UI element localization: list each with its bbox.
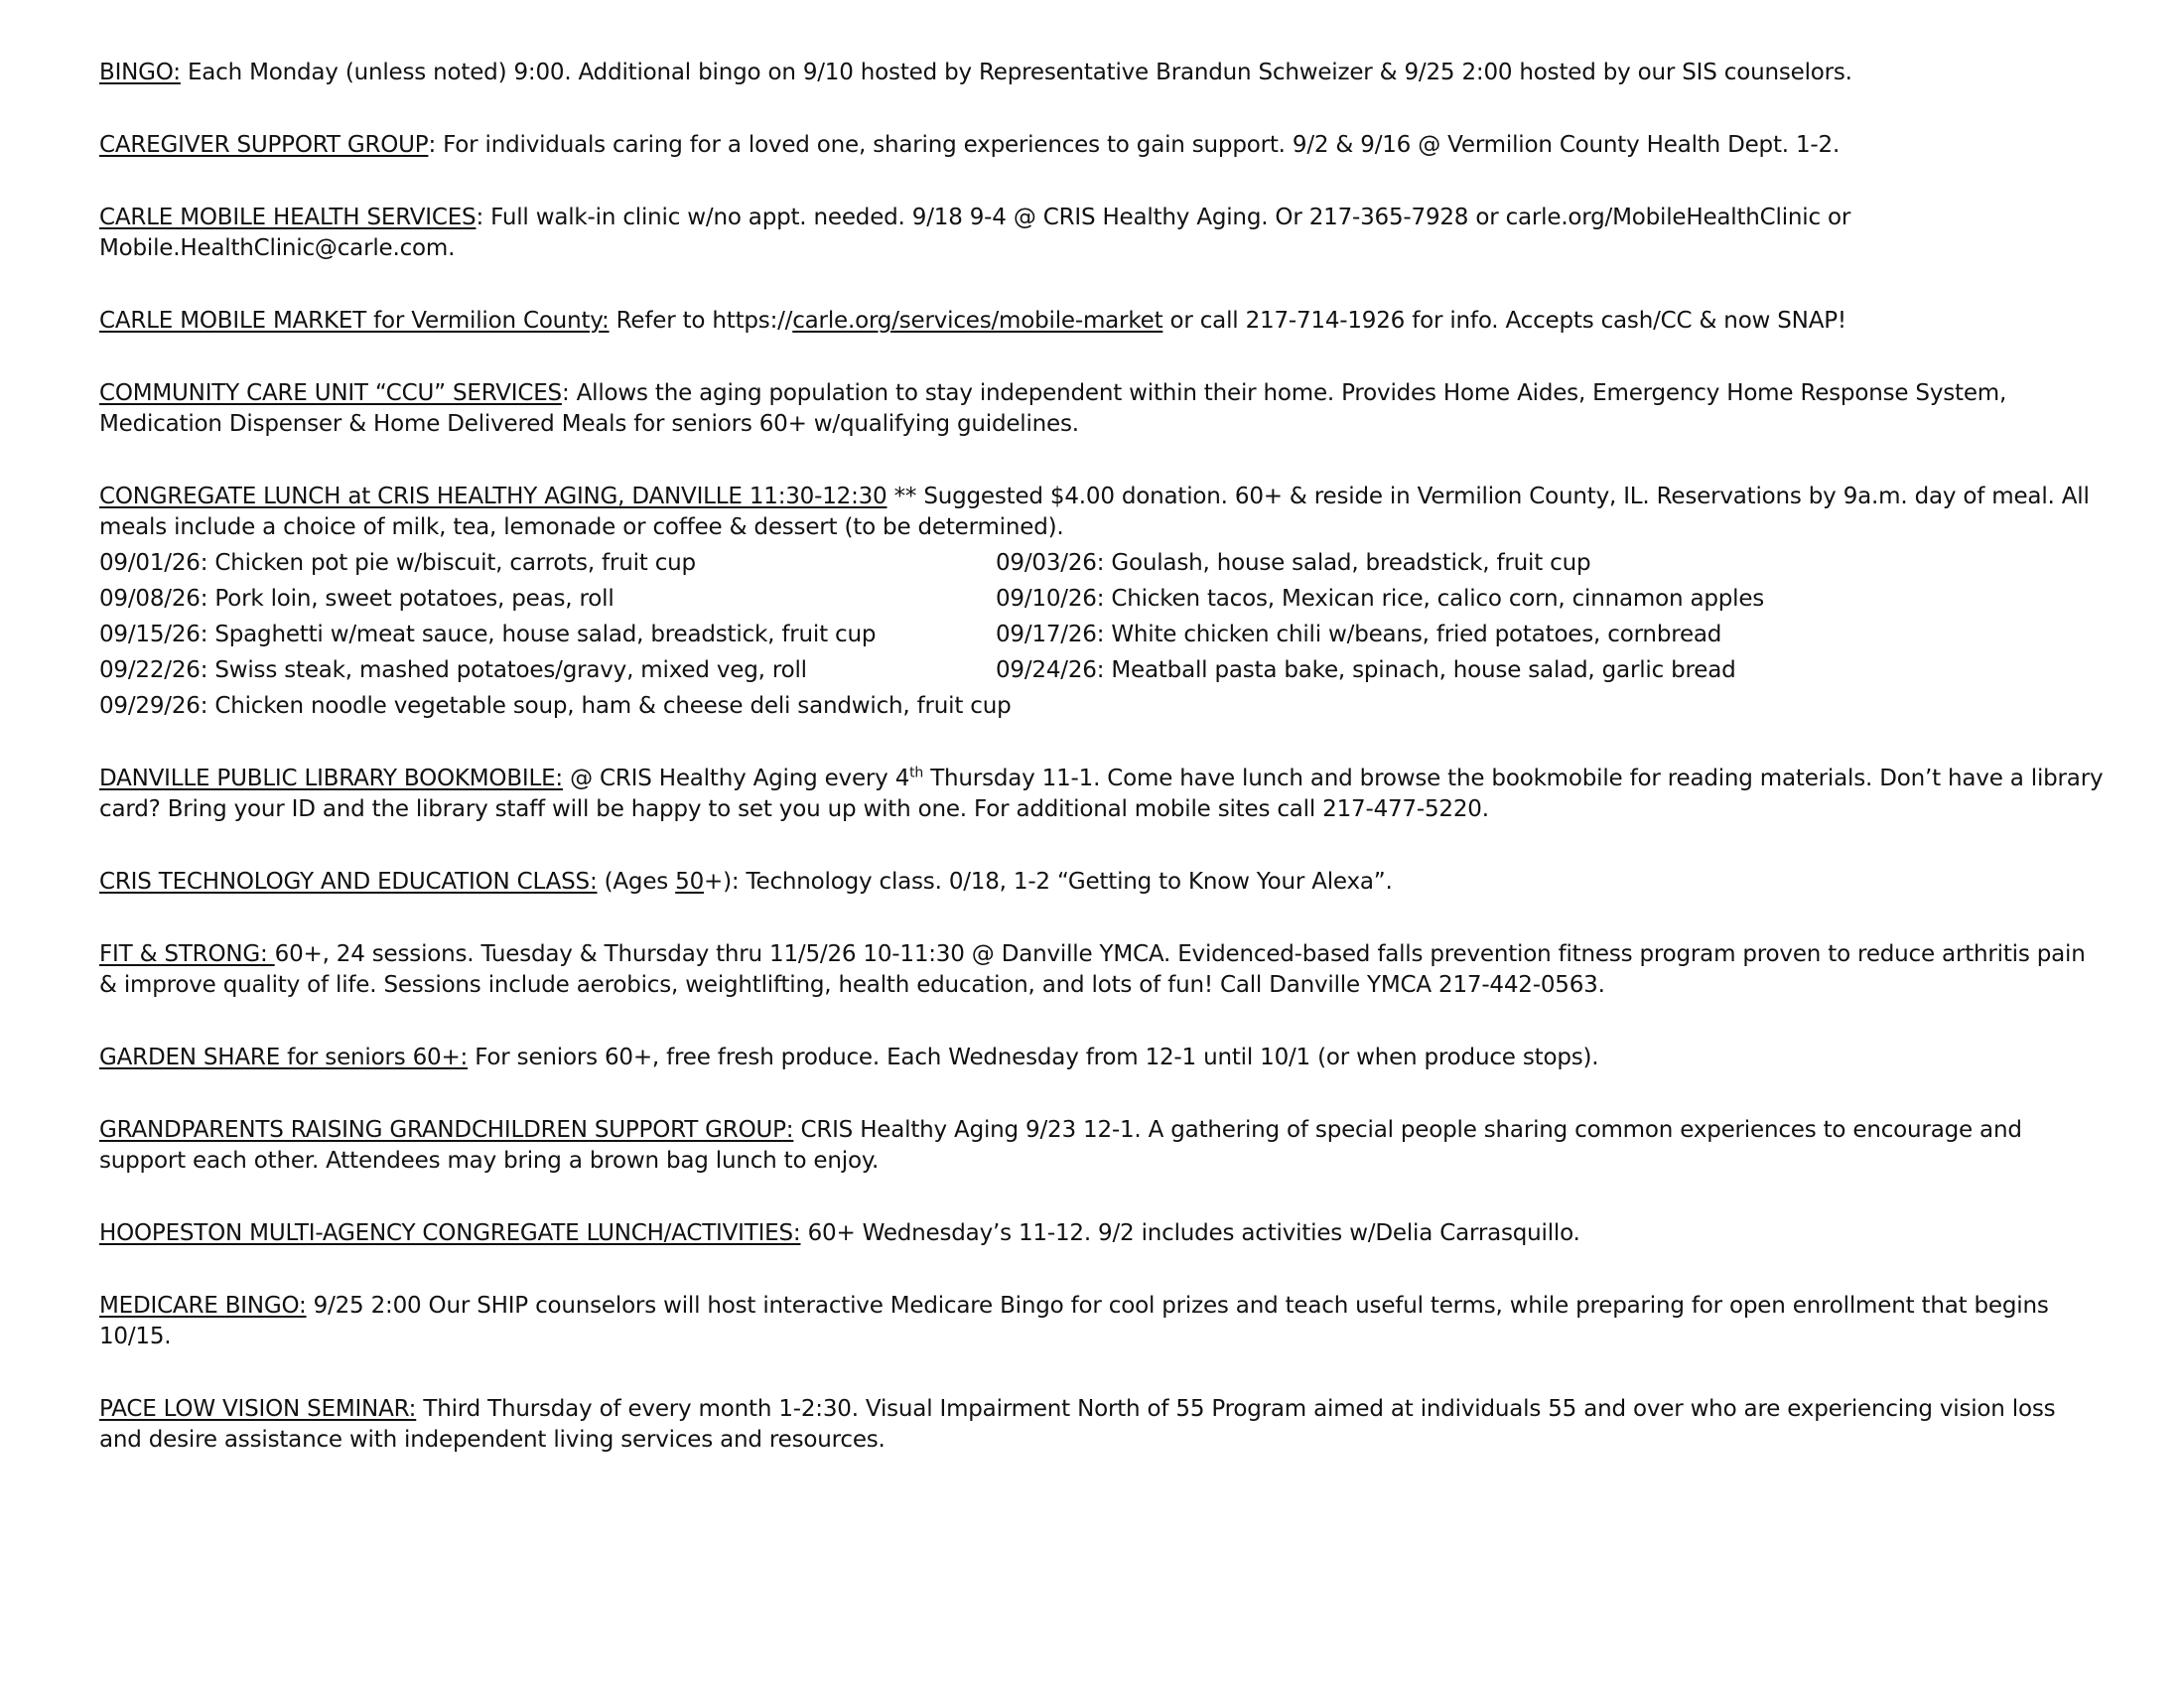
entry-community-care-unit — [99, 378, 2105, 440]
entry-body: : Allows the aging population to stay independent within their home. Provides Home Aides, Emergency Home Response System, Medication Dispenser & Home Delivered Meals for seniors 60+ w/qualifying guidelines. — [99, 380, 2007, 437]
entry-heading: PACE LOW VISION SEMINAR: — [99, 1396, 417, 1422]
entry-heading: MEDICARE BINGO: — [99, 1293, 307, 1319]
entry-pace-low-vision — [99, 1394, 2105, 1456]
entry-body-after: or call 217-714-1926 for info. Accepts cash/CC & now SNAP! — [1162, 308, 1846, 334]
entry-heading: HOOPESTON MULTI-AGENCY CONGREGATE LUNCH/ACTIVITIES: — [99, 1220, 801, 1246]
menu-item: 09/24/26: Meatball pasta bake, spinach, house salad, garlic bread — [996, 657, 1736, 683]
entry-grandparents-support-group — [99, 1115, 2105, 1177]
entry-heading: COMMUNITY CARE UNIT “CCU” SERVICES — [99, 380, 562, 406]
lunch-menu — [99, 548, 2105, 722]
entry-heading: FIT & STRONG: — [99, 941, 275, 967]
entry-heading: CRIS TECHNOLOGY AND EDUCATION CLASS: — [99, 869, 598, 895]
entry-body-before: @ CRIS Healthy Aging every 4 — [562, 766, 910, 791]
menu-item: 09/17/26: White chicken chili w/beans, fried potatoes, cornbread — [996, 622, 1722, 647]
entry-body: : For individuals caring for a loved one, sharing experiences to gain support. 9/2 & 9/16 @ Vermilion County Health Dept. 1-2. — [428, 132, 1841, 158]
menu-item: 09/08/26: Pork loin, sweet potatoes, peas, roll — [99, 586, 614, 612]
entry-hoopeston-lunch — [99, 1218, 2105, 1249]
entry-library-bookmobile — [99, 764, 2105, 825]
menu-item: 09/29/26: Chicken noodle vegetable soup, ham & cheese deli sandwich, fruit cup — [99, 693, 1012, 719]
entry-heading: CAREGIVER SUPPORT GROUP — [99, 132, 429, 158]
entry-garden-share — [99, 1043, 2105, 1073]
entry-heading: DANVILLE PUBLIC LIBRARY BOOKMOBILE: — [99, 766, 563, 791]
entry-body: 9/25 2:00 Our SHIP counselors will host interactive Medicare Bingo for cool prizes and teach useful terms, while preparing for open enrollment that begins 10/15. — [99, 1293, 2049, 1349]
entry-caregiver-support-group — [99, 130, 2105, 161]
entry-technology-class — [99, 867, 2105, 898]
entry-heading: CONGREGATE LUNCH at CRIS HEALTHY AGING, DANVILLE 11:30-12:30 — [99, 484, 887, 509]
entry-body: ** Suggested $4.00 donation. 60+ & reside in Vermilion County, IL. Reservations by 9a.m. day of meal. All meals include a choice of milk, tea, lemonade or coffee & dessert (to be determined). — [99, 484, 2090, 540]
menu-item: 09/15/26: Spaghetti w/meat sauce, house salad, breadstick, fruit cup — [99, 622, 877, 647]
entry-body: Each Monday (unless noted) 9:00. Additional bingo on 9/10 hosted by Representative Brandun Schweizer & 9/25 2:00 hosted by our SIS counselors. — [180, 60, 1852, 85]
document-page — [99, 58, 2105, 1497]
mobile-market-link[interactable]: carle.org/services/mobile-market — [792, 308, 1163, 334]
entry-congregate-lunch — [99, 482, 2105, 722]
entry-heading: GRANDPARENTS RAISING GRANDCHILDREN SUPPORT GROUP: — [99, 1117, 794, 1143]
entry-body: : Full walk-in clinic w/no appt. needed. 9/18 9-4 @ CRIS Healthy Aging. Or 217-365-7928 or carle.org/MobileHealthClinic or Mobile.HealthClinic@carle.com. — [99, 205, 1851, 261]
entry-heading: BINGO: — [99, 60, 181, 85]
entry-carle-mobile-market — [99, 306, 2105, 337]
age-link: 50 — [675, 869, 705, 895]
entry-heading: GARDEN SHARE for seniors 60+: — [99, 1045, 469, 1070]
menu-item: 09/10/26: Chicken tacos, Mexican rice, calico corn, cinnamon apples — [996, 586, 1765, 612]
entry-body-before: (Ages — [597, 869, 676, 895]
entry-carle-mobile-health — [99, 203, 2105, 264]
entry-body: CRIS Healthy Aging 9/23 12-1. A gathering of special people sharing common experiences to encourage and support each other. Attendees may bring a brown bag lunch to enjoy. — [99, 1117, 2022, 1174]
entry-heading: CARLE MOBILE HEALTH SERVICES — [99, 205, 477, 230]
entry-bingo — [99, 58, 2105, 88]
entry-fit-and-strong — [99, 939, 2105, 1001]
menu-item: 09/01/26: Chicken pot pie w/biscuit, carrots, fruit cup — [99, 550, 696, 576]
entry-body-after: +): Technology class. 0/18, 1-2 “Getting to Know Your Alexa”. — [704, 869, 1393, 895]
entry-body: 60+, 24 sessions. Tuesday & Thursday thru 11/5/26 10-11:30 @ Danville YMCA. Evidenced-based falls prevention fitness program proven to reduce arthritis pain & improve quality of life. Sessions include aerobics, weightlifting, health education, and lots of fun! Call Danville YMCA 217-442-0563. — [99, 941, 2086, 998]
entry-body: Third Thursday of every month 1-2:30. Visual Impairment North of 55 Program aimed at individuals 55 and over who are experiencing vision loss and desire assistance with independent living services and resources. — [99, 1396, 2056, 1453]
entry-medicare-bingo — [99, 1291, 2105, 1352]
entry-body-after: Thursday 11-1. Come have lunch and browse the bookmobile for reading materials. Don’t have a library card? Bring your ID and the library staff will be happy to set you up with one. For additional mobile sites call 217-477-5220. — [99, 766, 2104, 822]
entry-body: 60+ Wednesday’s 11-12. 9/2 includes activities w/Delia Carrasquillo. — [800, 1220, 1580, 1246]
entry-heading: CARLE MOBILE MARKET for Vermilion County: — [99, 308, 610, 334]
entry-body-before: Refer to https:// — [609, 308, 793, 334]
entry-body: For seniors 60+, free fresh produce. Each Wednesday from 12-1 until 10/1 (or when produce stops). — [468, 1045, 1599, 1070]
ordinal-suffix: th — [909, 765, 924, 781]
menu-item: 09/03/26: Goulash, house salad, breadstick, fruit cup — [996, 550, 1591, 576]
menu-item: 09/22/26: Swiss steak, mashed potatoes/gravy, mixed veg, roll — [99, 657, 807, 683]
